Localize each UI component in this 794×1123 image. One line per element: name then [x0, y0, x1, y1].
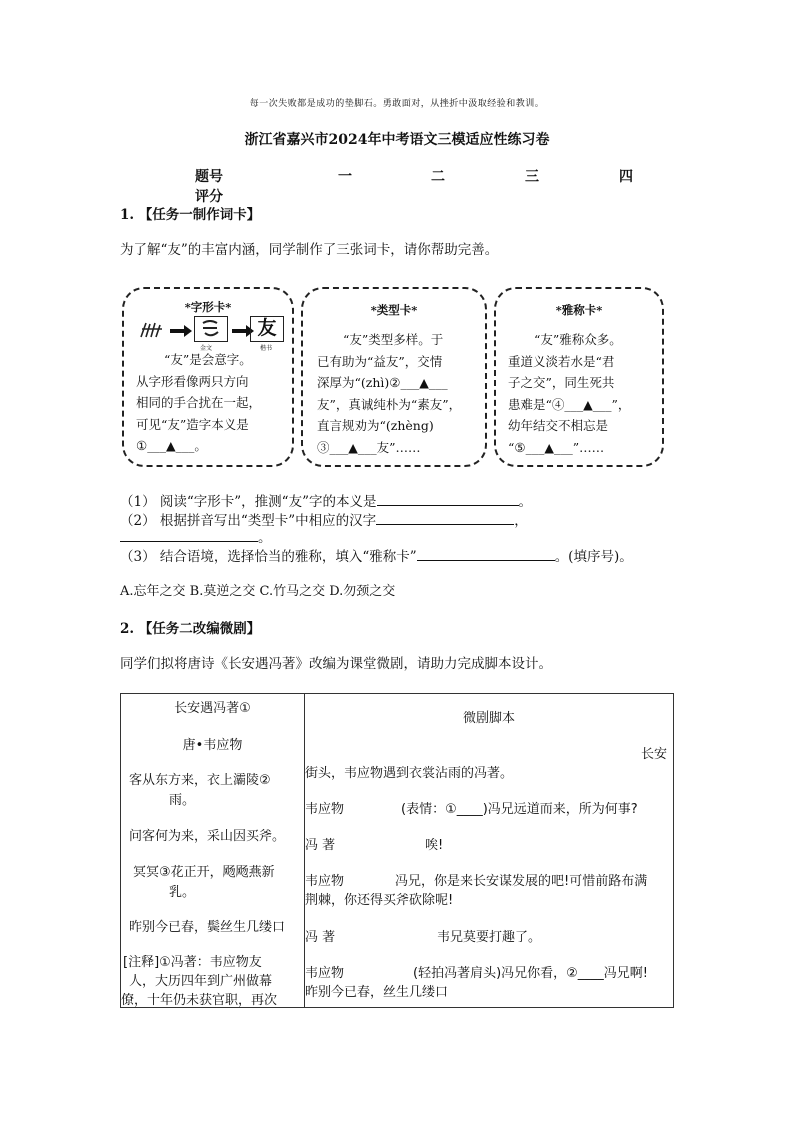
- answer-blank-2[interactable]: [376, 510, 514, 525]
- type-card-text: “友”类型多样。于 已有助为“益友”，交情 深厚为“(zhì)②___▲___ 友”，真诚纯朴为“素友”， 直言规劝为“(zhèng) ③___▲___友”……: [317, 332, 462, 455]
- poem-line: 雨。: [169, 793, 196, 808]
- q1-sub2: （2） 根据拼音写出“类型卡”中相应的汉字 ，: [120, 510, 528, 531]
- dialogue-cont: 昨别今已春，丝生几缕口: [305, 985, 449, 1000]
- score-col-2: 二: [431, 169, 445, 185]
- script-title: 微剧脚本: [462, 711, 515, 726]
- shape-card-text: “友”是会意字。 从字形看像两只方向 相同的手合扰在一起， 可见“友”造字本义是 ①___▲___。: [136, 352, 262, 453]
- caption-kaishu: 楷书: [260, 345, 273, 352]
- poem-script-table: [120, 693, 674, 1008]
- speaker: 韦应物: [305, 802, 345, 817]
- bronze-hands-glyph: [138, 319, 166, 341]
- shape-card-title: *字形卡*: [184, 300, 232, 314]
- arrow-icon: [170, 323, 192, 342]
- q2-intro: 同学们拟将唐诗《长安遇冯著》改编为课堂微剧，请助力完成脚本设计。: [120, 656, 552, 672]
- speaker: 冯 著: [305, 930, 336, 945]
- page-title: 浙江省嘉兴市2024年中考语文三模适应性练习卷: [244, 132, 550, 148]
- poem-cell: [121, 694, 305, 1008]
- shape-card: [122, 287, 294, 467]
- poem-line: 冥冥③花正开，飏飏燕新: [133, 865, 275, 880]
- score-label-score: 评分: [195, 189, 223, 205]
- q1-intro: 为了解“友”的丰富内涵，同学制作了三张词卡，请你帮助完善。: [120, 242, 499, 258]
- speaker: 冯 著: [305, 838, 336, 853]
- dialogue-cont: 荆棘，你还得买斧砍除呢!: [305, 893, 454, 908]
- speaker: 韦应物: [305, 966, 345, 981]
- dialogue: 韦兄莫要打趣了。: [437, 930, 542, 945]
- dialogue: 唉!: [425, 838, 444, 853]
- q1-options: A.忘年之交 B.莫逆之交 C.竹马之交 D.勿颈之交: [120, 584, 396, 599]
- answer-blank-3[interactable]: [120, 527, 258, 542]
- script-scene-cont: 街头，韦应物遇到衣裳沾雨的冯著。: [305, 766, 514, 781]
- score-label-number: 题号: [195, 169, 223, 185]
- name-card-title: *雅称卡*: [555, 303, 603, 317]
- answer-blank-1[interactable]: [377, 491, 519, 506]
- dialogue: (轻拍冯著肩头)冯兄你看，②____冯兄啊!: [413, 966, 649, 981]
- type-card-title: *类型卡*: [370, 303, 418, 317]
- score-col-4: 四: [619, 169, 633, 185]
- poem-author: 唐•韦应物: [182, 738, 243, 753]
- q1-heading: 1. 【任务一制作词卡】: [120, 207, 261, 223]
- poem-line: 昨别今已春，鬓丝生几缕口: [129, 920, 286, 935]
- dialogue: (表情：①____)冯兄远道而来，所为何事?: [401, 802, 638, 817]
- poem-line: 乳。: [169, 885, 196, 900]
- script-cell: [305, 694, 674, 1008]
- poem-note: [注释]①冯著：韦应物友: [123, 955, 262, 970]
- poem-line: 问客何为来，采山因买斧。: [129, 829, 286, 844]
- q1-sub2-cont: 。: [120, 527, 272, 548]
- answer-blank-4[interactable]: [417, 546, 555, 561]
- type-card: [301, 287, 487, 467]
- poem-note: 僚，十年仍未获官职，再次: [121, 993, 278, 1007]
- seal-glyph-box: [194, 316, 228, 342]
- kaishu-glyph: 友: [250, 316, 284, 342]
- score-col-1: 一: [338, 169, 352, 185]
- motto-line: 每一次失败都是成功的垫脚石。勇敢面对，从挫折中汲取经验和教训。: [249, 99, 545, 109]
- score-col-3: 三: [525, 169, 539, 185]
- dialogue: 冯兄，你是来长安谋发展的吧!可惜前路布满: [395, 874, 648, 889]
- q1-sub3: （3） 结合语境，选择恰当的雅称，填入“雅称卡” 。(填序号)。: [120, 546, 633, 567]
- poem-note: 人，大历四年到广州做幕: [129, 974, 273, 989]
- name-card: [494, 287, 664, 467]
- caption-jinwen: 金文: [200, 345, 213, 352]
- script-scene: 长安: [640, 747, 667, 762]
- q1-sub1: （1） 阅读“字形卡”，推测“友”字的本义是 。: [120, 491, 532, 512]
- name-card-text: “友”雅称众多。 重道义淡若水是“君 子之交”，同生死共 患难是“④___▲___”， 幼年结交不相忘是 “⑤___▲___”……: [508, 332, 631, 455]
- q2-heading: 2. 【任务二改编微剧】: [120, 621, 261, 637]
- poem-line: 客从东方来，衣上灞陵②: [129, 773, 271, 788]
- speaker: 韦应物: [305, 874, 345, 889]
- poem-title: 长安遇冯著①: [174, 701, 251, 716]
